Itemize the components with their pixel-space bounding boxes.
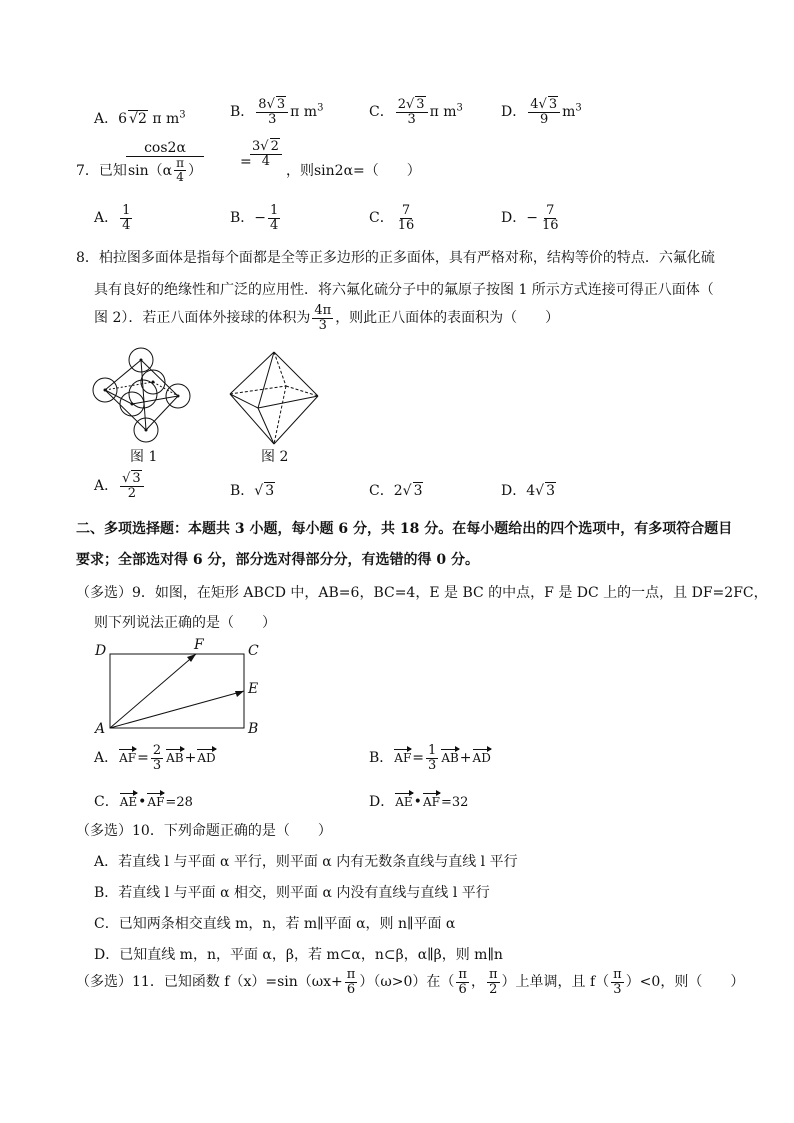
q9-options bbox=[94, 744, 734, 814]
q8-option-a: A． $\frac{√ 3}{2}$ bbox=[94, 472, 146, 500]
q7-options bbox=[94, 204, 734, 244]
q10-stem: （多选）10．下列命题正确的是（ ） bbox=[76, 823, 332, 839]
q8-figure-1-molecule bbox=[90, 344, 200, 446]
q8-options bbox=[94, 472, 734, 512]
q6-option-a: A．6 √2 π $m^3$ bbox=[94, 109, 186, 127]
q8-line1: 8．柏拉图多面体是指每个面都是全等正多边形的正多面体，具有严格对称，结构等价的特点．六氟化硫 bbox=[76, 250, 715, 266]
q8-figure-1-caption: 图 1 bbox=[130, 449, 158, 465]
q6-option-d: D． $\frac{4√ 3}{9}$ $m^3$ bbox=[501, 97, 582, 127]
q9-line2: 则下列说法正确的是（ ） bbox=[94, 615, 276, 631]
q7-lhs-fraction: cos2α sin（α $\frac{\pi}{4}$ ） bbox=[128, 140, 203, 184]
q8-line2: 具有良好的绝缘性和广泛的应用性．将六氟化硫分子中的氟原子按图 1 所示方式连接可得正八面体（ bbox=[94, 282, 714, 298]
q7-option-c: C． $\frac{7}{16}$ bbox=[369, 203, 415, 233]
point-label-a: A bbox=[95, 721, 106, 737]
q7-rhs-fraction: $\frac{3√ 2}{4}$ bbox=[248, 140, 284, 168]
point-label-c: C bbox=[248, 643, 259, 659]
q8-figure-2-caption: 图 2 bbox=[261, 449, 289, 465]
q9-option-c: C．AE•AF=28 bbox=[94, 794, 193, 810]
arrowhead-e bbox=[235, 691, 244, 697]
sqrt-sign: √2 bbox=[129, 111, 147, 127]
q9-rectangle-figure bbox=[90, 640, 270, 740]
q10-option-b: B．若直线 l 与平面 α 相交，则平面 α 内没有直线与直线 l 平行 bbox=[94, 885, 490, 901]
point-label-b: B bbox=[248, 721, 259, 737]
q9-option-b: B．AF= $\frac{1}{3}$ AB+AD bbox=[369, 743, 491, 773]
q8-line3: 图 2）．若正八面体外接球的体积为 $\frac{4\pi}{3}$ ，则此正八面体的表面积为（ ） bbox=[94, 303, 560, 333]
q9-option-d: D．AE•AF=32 bbox=[369, 794, 469, 810]
vector-af bbox=[110, 654, 196, 728]
q7-option-d: D．− $\frac{7}{16}$ bbox=[501, 203, 559, 233]
rectangle-abcd bbox=[110, 654, 244, 728]
q10-option-c: C．已知两条相交直线 m，n，若 m∥平面 α，则 n∥平面 α bbox=[94, 916, 456, 932]
section-2-heading-line2: 要求；全部选对得 6 分，部分选对得部分分，有选错的得 0 分。 bbox=[76, 552, 479, 568]
q10-option-a: A．若直线 l 与平面 α 平行，则平面 α 内有无数条直线与直线 l 平行 bbox=[94, 854, 518, 870]
q9-option-a: A．AF= $\frac{2}{3}$ AB+AD bbox=[94, 743, 216, 773]
q6-option-c: C． $\frac{2√ 3}{3}$ π $m^3$ bbox=[369, 97, 463, 127]
q10-option-d: D．已知直线 m，n，平面 α，β，若 m⊂α，n⊂β，α∥β，则 m∥n bbox=[94, 947, 503, 963]
vector-ae bbox=[110, 691, 244, 728]
point-label-f: F bbox=[194, 637, 204, 653]
q6-options bbox=[94, 97, 734, 138]
point-label-d: D bbox=[95, 643, 107, 659]
q8-option-b: B．√ 3 bbox=[230, 483, 275, 499]
q8-option-d: D．4√ 3 bbox=[501, 483, 555, 499]
q6-option-b: B． $\frac{8√ 3}{3}$ π $m^3$ bbox=[230, 97, 324, 127]
q11-stem: （多选）11．已知函数 f（x）=sin（ωx+ $\frac{\pi}{6}$ ）（ω>0）在（ $\frac{\pi}{6}$ ， $\frac{\pi}{2}$ ）上单调，且 f（ $\frac{\pi}{3}$ ）<0，则（ ） bbox=[76, 967, 745, 997]
section-2-heading-line1: 二、多项选择题：本题共 3 小题，每小题 6 分，共 18 分。在每小题给出的四个选项中，有多项符合题目 bbox=[76, 521, 733, 537]
q9-line1: （多选）9．如图，在矩形 ABCD 中，AB=6，BC=4，E 是 BC 的中点，F 是 DC 上的一点，且 DF=2FC， bbox=[76, 585, 768, 601]
q8-option-c: C．2√ 3 bbox=[369, 483, 423, 499]
point-label-e: E bbox=[248, 681, 259, 697]
q8-figure-2-octahedron bbox=[226, 350, 322, 446]
q7-option-a: A． $\frac{1}{4}$ bbox=[94, 203, 131, 233]
q7-option-b: B．− $\frac{1}{4}$ bbox=[230, 203, 279, 233]
